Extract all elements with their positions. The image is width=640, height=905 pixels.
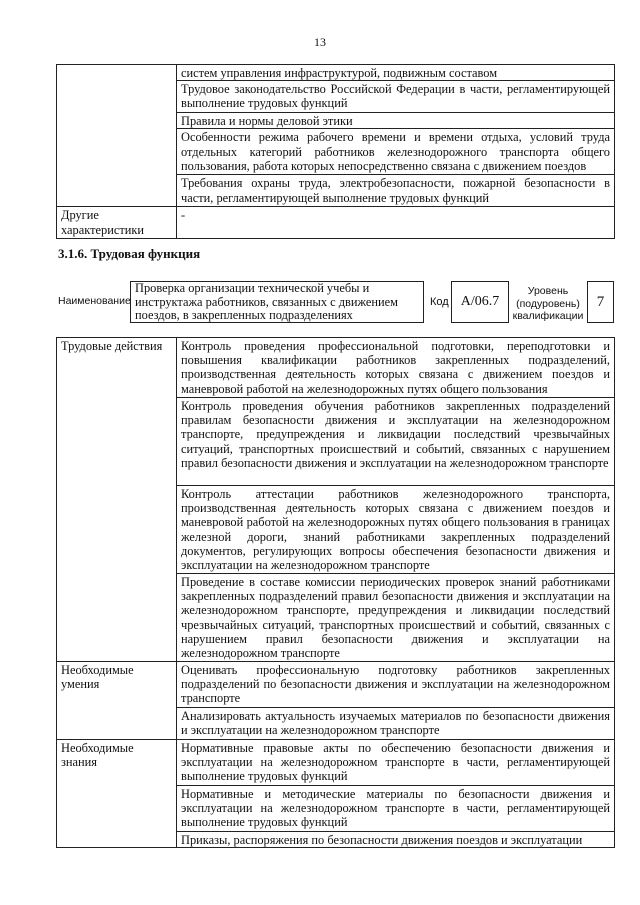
code-label: Код: [430, 296, 449, 308]
table-row: [57, 338, 615, 398]
section-heading: 3.1.6. Трудовая функция: [58, 246, 201, 261]
table-cell: Контроль проведения обучения работников закрепленных подразделений правилам безопасности движения и эксплуатации на железнодорожном транспорте, предупреждения и ликвидации последствий чрезвычайных ситуаций, транспортных происшествий и событий, связанных с нарушением правил безопасности движения и эксплуатации на железнодорожном транспорте: [177, 398, 615, 486]
row-label-required-skills: Необходимые умения: [57, 662, 177, 740]
table-row: [57, 207, 615, 239]
row-label-other-characteristics: Другие характеристики: [57, 207, 177, 239]
name-label: Наименование: [58, 295, 131, 307]
table-row: [57, 740, 615, 786]
name-box: Проверка организации технической учебы и инструктажа работников, связанных с движением поездов, в закрепленных подразделениях: [130, 281, 424, 323]
row-label-empty: [57, 65, 177, 207]
level-box: 7: [587, 281, 614, 323]
table-cell: систем управления инфраструктурой, подвижным составом: [177, 65, 615, 81]
table-cell: Трудовое законодательство Российской Федерации в части, регламентирующей выполнение трудовых функций: [177, 81, 615, 113]
table-cell: Особенности режима рабочего времени и времени отдыха, условий труда отдельных категорий работников железнодорожного транспорта общего пользования, работа которых непосредственно связана с движением поездов: [177, 129, 615, 175]
table-cell: Проведение в составе комиссии периодических проверок знаний работниками закрепленных подразделений правил безопасности движения и эксплуатации на железнодорожном транспорте, предупреждения и ликвидации последствий чрезвычайных ситуаций, транспортных происшествий и событий, связанных с нарушением правил безопасности движения и эксплуатации на железнодорожном транспорте: [177, 574, 615, 662]
table-cell: Анализировать актуальность изучаемых материалов по безопасности движения и эксплуатации на железнодорожном транспорте: [177, 708, 615, 740]
continued-characteristics-table: [56, 64, 615, 239]
page-number: 13: [314, 35, 326, 49]
level-label: Уровень (подуровень) квалификации: [512, 285, 584, 322]
table-row: [57, 662, 615, 708]
row-label-labor-actions: Трудовые действия: [57, 338, 177, 662]
table-cell: Контроль проведения профессиональной подготовки, переподготовки и повышения квалификации работников закрепленных подразделений, производственная деятельность которых связана с движением поездов и маневровой работой на железнодорожных путях общего пользования: [177, 338, 615, 398]
row-label-required-knowledge: Необходимые знания: [57, 740, 177, 848]
table-cell: Правила и нормы деловой этики: [177, 113, 615, 129]
table-cell: Контроль аттестации работников железнодорожного транспорта, производственная деятельность которых связана с движением поездов и маневровой работой на железнодорожных путях общего пользования в границах железной дороги, знаний работниками закрепленных подразделений документов, регулирующих вопросы обеспечения безопасности движения и эксплуатации на железнодорожном транспорте: [177, 486, 615, 574]
code-box: A/06.7: [451, 281, 509, 323]
table-cell: Приказы, распоряжения по безопасности движения поездов и эксплуатации: [177, 832, 615, 848]
table-row: [57, 65, 615, 81]
table-cell: Нормативные правовые акты по обеспечению безопасности движения и эксплуатации на железнодорожном транспорте в части, регламентирующей выполнение трудовых функций: [177, 740, 615, 786]
table-cell: -: [177, 207, 615, 239]
labor-function-table: [56, 337, 615, 848]
table-cell: Оценивать профессиональную подготовку работников закрепленных подразделений по безопасности движения и эксплуатации на железнодорожном транспорте: [177, 662, 615, 708]
table-cell: Требования охраны труда, электробезопасности, пожарной безопасности в части, регламентирующей выполнение трудовых функций: [177, 175, 615, 207]
table-cell: Нормативные и методические материалы по безопасности движения и эксплуатации на железнодорожном транспорте в части, регламентирующей выполнение трудовых функций: [177, 786, 615, 832]
